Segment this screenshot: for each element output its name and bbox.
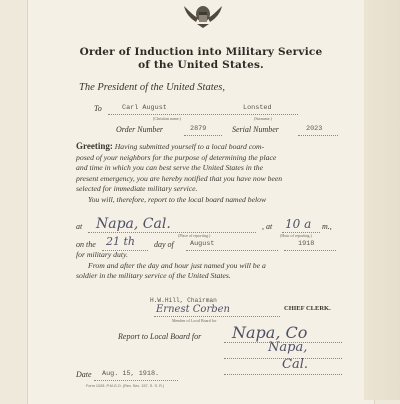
member-caption: Member of Local Board for bbox=[172, 318, 217, 323]
signer-typed-name: H.W.Hill, Chairman bbox=[150, 297, 217, 304]
greeting-word: Greeting: bbox=[76, 141, 113, 151]
signature-line bbox=[154, 306, 280, 317]
duty-paragraph bbox=[76, 250, 266, 282]
body-line-5: selected for immediate military service. bbox=[76, 184, 198, 194]
body-line-3: and time in which you can best serve the United States in the bbox=[76, 163, 264, 173]
body-line-2: posed of your neighbors for the purpose of determining the place bbox=[76, 152, 277, 162]
board-handwritten-3: Cal. bbox=[282, 357, 308, 372]
time-caption: (Hour of reporting.) bbox=[280, 233, 312, 238]
chief-clerk-label: CHIEF CLERK. bbox=[284, 305, 331, 312]
order-number-value: 2879 bbox=[190, 125, 207, 133]
duty-line: for military duty. bbox=[76, 250, 128, 259]
at2-label: , at bbox=[262, 222, 273, 231]
board-handwritten-1: Napa, Co bbox=[232, 323, 308, 342]
document-title-line1: Order of Induction into Military Service bbox=[79, 46, 323, 58]
to-label: To bbox=[94, 104, 102, 113]
eagle-seal-icon bbox=[182, 0, 224, 30]
date-label: Date bbox=[76, 370, 92, 379]
day-handwritten: 21 th bbox=[106, 235, 135, 248]
day-of-label: day of bbox=[154, 240, 174, 249]
body-line-4: present emergency, you are hereby notified that you have now been bbox=[76, 173, 283, 183]
body-line-6: You will, therefore, report to the local board named below bbox=[88, 194, 267, 204]
document-title-line2: of the United States. bbox=[138, 59, 264, 71]
recipient-surname: Lonsted bbox=[243, 104, 272, 112]
at-label: at bbox=[76, 222, 83, 231]
form-footer: Form 1028. P.M.G.O. (Rev. Sec. 157, S. S. R.) bbox=[86, 384, 165, 388]
board-handwritten-2: Napa, bbox=[268, 340, 308, 355]
time-handwritten: 10 a bbox=[285, 217, 312, 231]
signer-handwritten-signature: Ernest Corben bbox=[156, 304, 230, 315]
greeting-paragraph bbox=[76, 141, 282, 206]
month-value: August bbox=[190, 240, 215, 248]
report-to-label: Report to Local Board for bbox=[118, 332, 202, 341]
para2-line-2: soldier in the military service of the United States. bbox=[76, 271, 231, 281]
place-handwritten: Napa, Cal. bbox=[96, 216, 171, 232]
place-caption: (Place of reporting.) bbox=[178, 233, 211, 238]
para2-line-1: From and after the day and hour just named you will be a bbox=[88, 260, 266, 270]
serial-number-value: 2023 bbox=[306, 125, 323, 133]
caption-surname: (Surname.) bbox=[254, 116, 272, 121]
caption-given-name: (Christian name.) bbox=[153, 116, 181, 121]
order-number-label: Order Number bbox=[116, 125, 164, 134]
recipient-given-name: Carl August bbox=[122, 104, 167, 112]
salutation: The President of the United States, bbox=[79, 82, 226, 93]
serial-number-label: Serial Number bbox=[232, 125, 279, 134]
year-value: 1918 bbox=[298, 240, 315, 248]
m-label: m., bbox=[322, 222, 332, 231]
date-value: Aug. 15, 1918. bbox=[102, 370, 160, 378]
body-line-1: Having submitted yourself to a local board com- bbox=[114, 142, 265, 151]
on-the-label: on the bbox=[76, 240, 96, 249]
